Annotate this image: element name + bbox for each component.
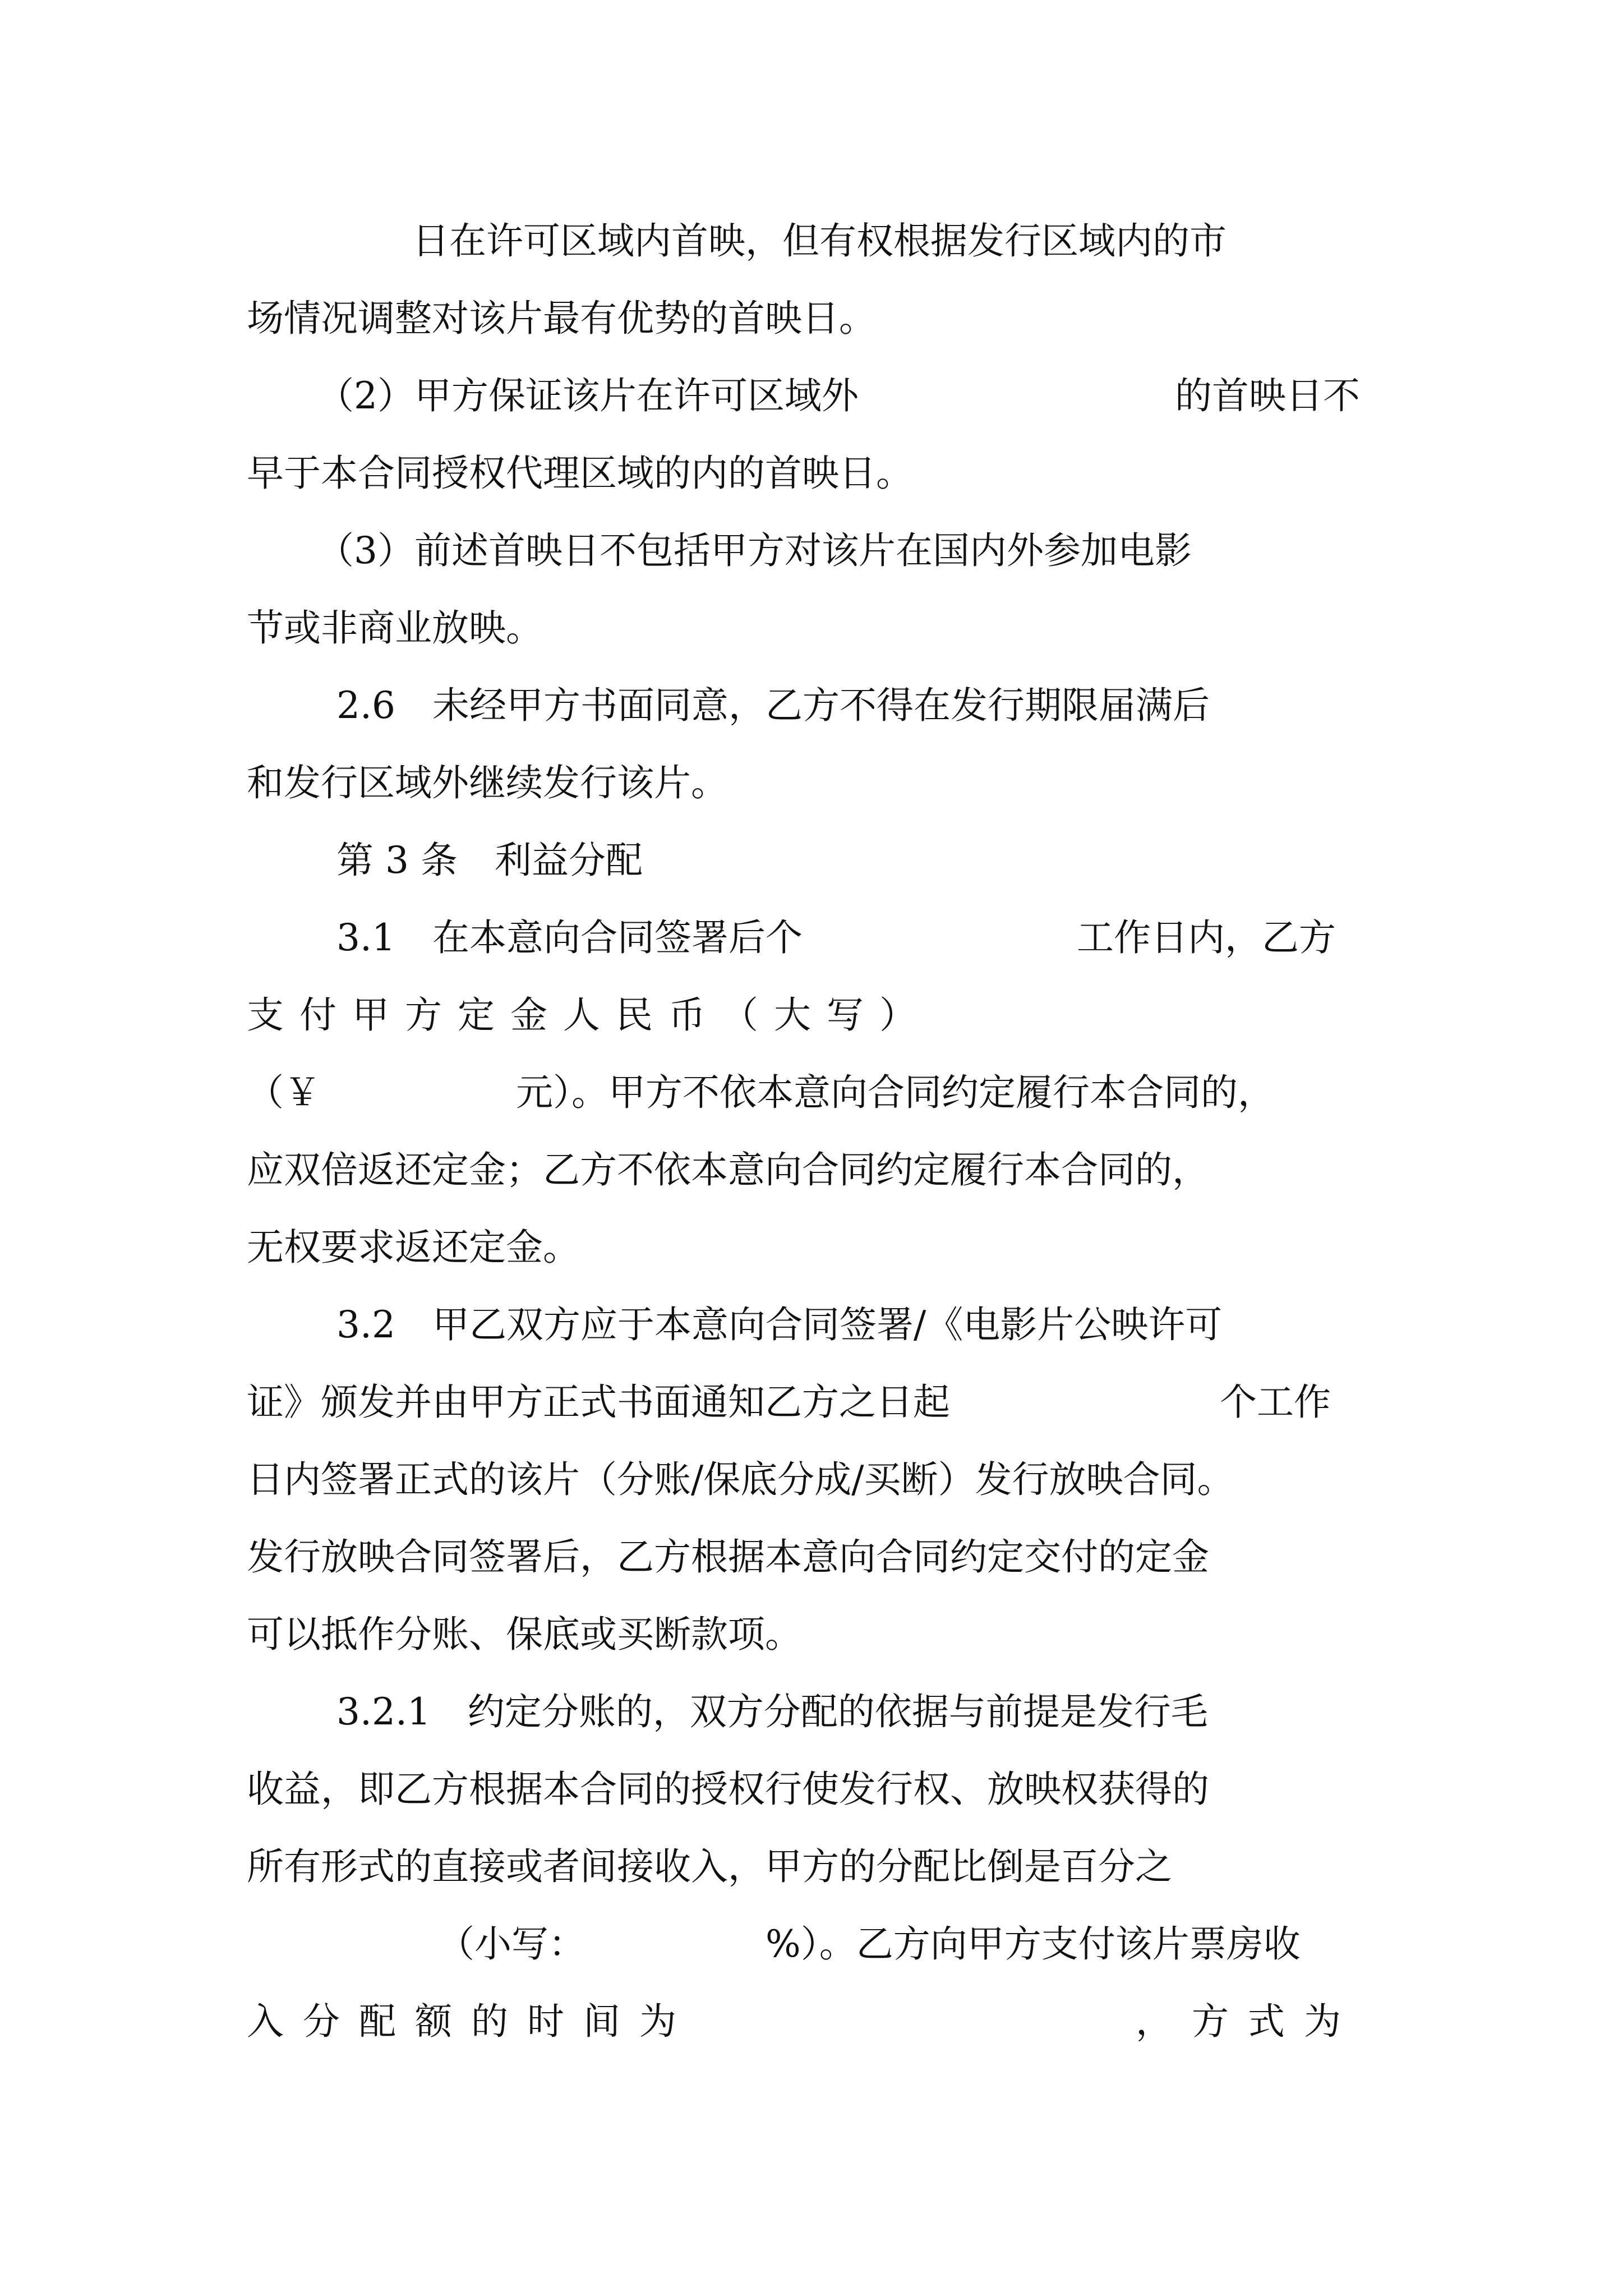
- text-segment: 元）。甲方不依本意向合同约定履行本合同的，: [516, 1071, 1275, 1114]
- text-line: [247, 517, 1380, 585]
- text-segment: 3.2.1 约定分账的，双方分配的依据与前提是发行毛: [336, 1690, 1208, 1733]
- text-line: [247, 827, 1380, 894]
- text-segment: 场情况调整对该片最有优势的首映日。: [247, 297, 876, 340]
- text-segment: （小写：: [437, 1922, 585, 1966]
- text-segment: 支付甲方定金人民币（大写）: [247, 993, 932, 1037]
- text-line: [247, 1601, 1380, 1668]
- text-line: [247, 1214, 1380, 1281]
- text-line: [247, 440, 1380, 507]
- text-segment: 发行放映合同签署后，乙方根据本意向合同约定交付的定金: [247, 1535, 1209, 1579]
- text-segment: 证》颁发并由甲方正式书面通知乙方之日起: [247, 1381, 950, 1424]
- text-line: [247, 749, 1380, 817]
- text-line: [247, 904, 1380, 972]
- text-line: [247, 1678, 1380, 1746]
- text-segment: 入分配额的时间为: [247, 2000, 695, 2043]
- text-line: [247, 1369, 1380, 1436]
- text-line: [247, 1524, 1380, 1591]
- text-segment: 收益，即乙方根据本合同的授权行使发行权、放映权获得的: [247, 1768, 1209, 1811]
- text-segment: 和发行区域外继续发行该片。: [247, 761, 728, 804]
- text-line: [247, 1291, 1380, 1359]
- text-segment: 3.2 甲乙双方应于本意向合同签署/《电影片公映许可: [336, 1303, 1223, 1346]
- text-segment: 2.6 未经甲方书面同意，乙方不得在发行期限届满后: [336, 684, 1210, 727]
- text-segment: 个工作: [1220, 1381, 1331, 1424]
- text-segment: 3.1 在本意向合同签署后个: [336, 916, 803, 959]
- text-line: [247, 285, 1380, 352]
- text-line: [247, 982, 1380, 1049]
- text-segment: 所有形式的直接或者间接收入，甲方的分配比倒是百分之: [247, 1845, 1172, 1888]
- text-line: [247, 1059, 1380, 1126]
- text-segment: 早于本合同授权代理区域的内的首映日。: [247, 452, 913, 495]
- text-segment: 应双倍返还定金；乙方不依本意向合同约定履行本合同的，: [247, 1148, 1209, 1191]
- text-segment: 可以抵作分账、保底或买断款项。: [247, 1613, 802, 1656]
- text-line: [247, 1756, 1380, 1823]
- text-line: [247, 1137, 1380, 1204]
- text-line: [247, 208, 1380, 275]
- text-segment: %）。乙方向甲方支付该片票房收: [766, 1922, 1301, 1966]
- text-segment: （2）甲方保证该片在许可区域外: [317, 374, 859, 417]
- text-segment: 日内签署正式的该片（分账/保底分成/买断）发行放映合同。: [247, 1458, 1234, 1501]
- text-segment: 节或非商业放映。: [247, 606, 543, 650]
- text-line: [247, 1911, 1380, 1978]
- text-segment: 工作日内，乙方: [1077, 916, 1336, 959]
- text-segment: ，方式为: [1136, 2000, 1360, 2043]
- text-line: [247, 362, 1380, 430]
- text-line: [247, 672, 1380, 739]
- text-segment: 的首映日不: [1175, 374, 1360, 417]
- text-segment: 日在许可区域内首映，但有权根据发行区域内的市: [412, 219, 1227, 263]
- section-heading: 第 3 条 利益分配: [336, 839, 643, 882]
- text-segment: 无权要求返还定金。: [247, 1226, 580, 1269]
- text-line: [247, 1833, 1380, 1901]
- text-line: [247, 1988, 1380, 2055]
- text-segment: （￥: [247, 1071, 321, 1114]
- text-segment: （3）前述首映日不包括甲方对该片在国内外参加电影: [317, 529, 1192, 572]
- text-line: [247, 1446, 1380, 1513]
- text-line: [247, 595, 1380, 662]
